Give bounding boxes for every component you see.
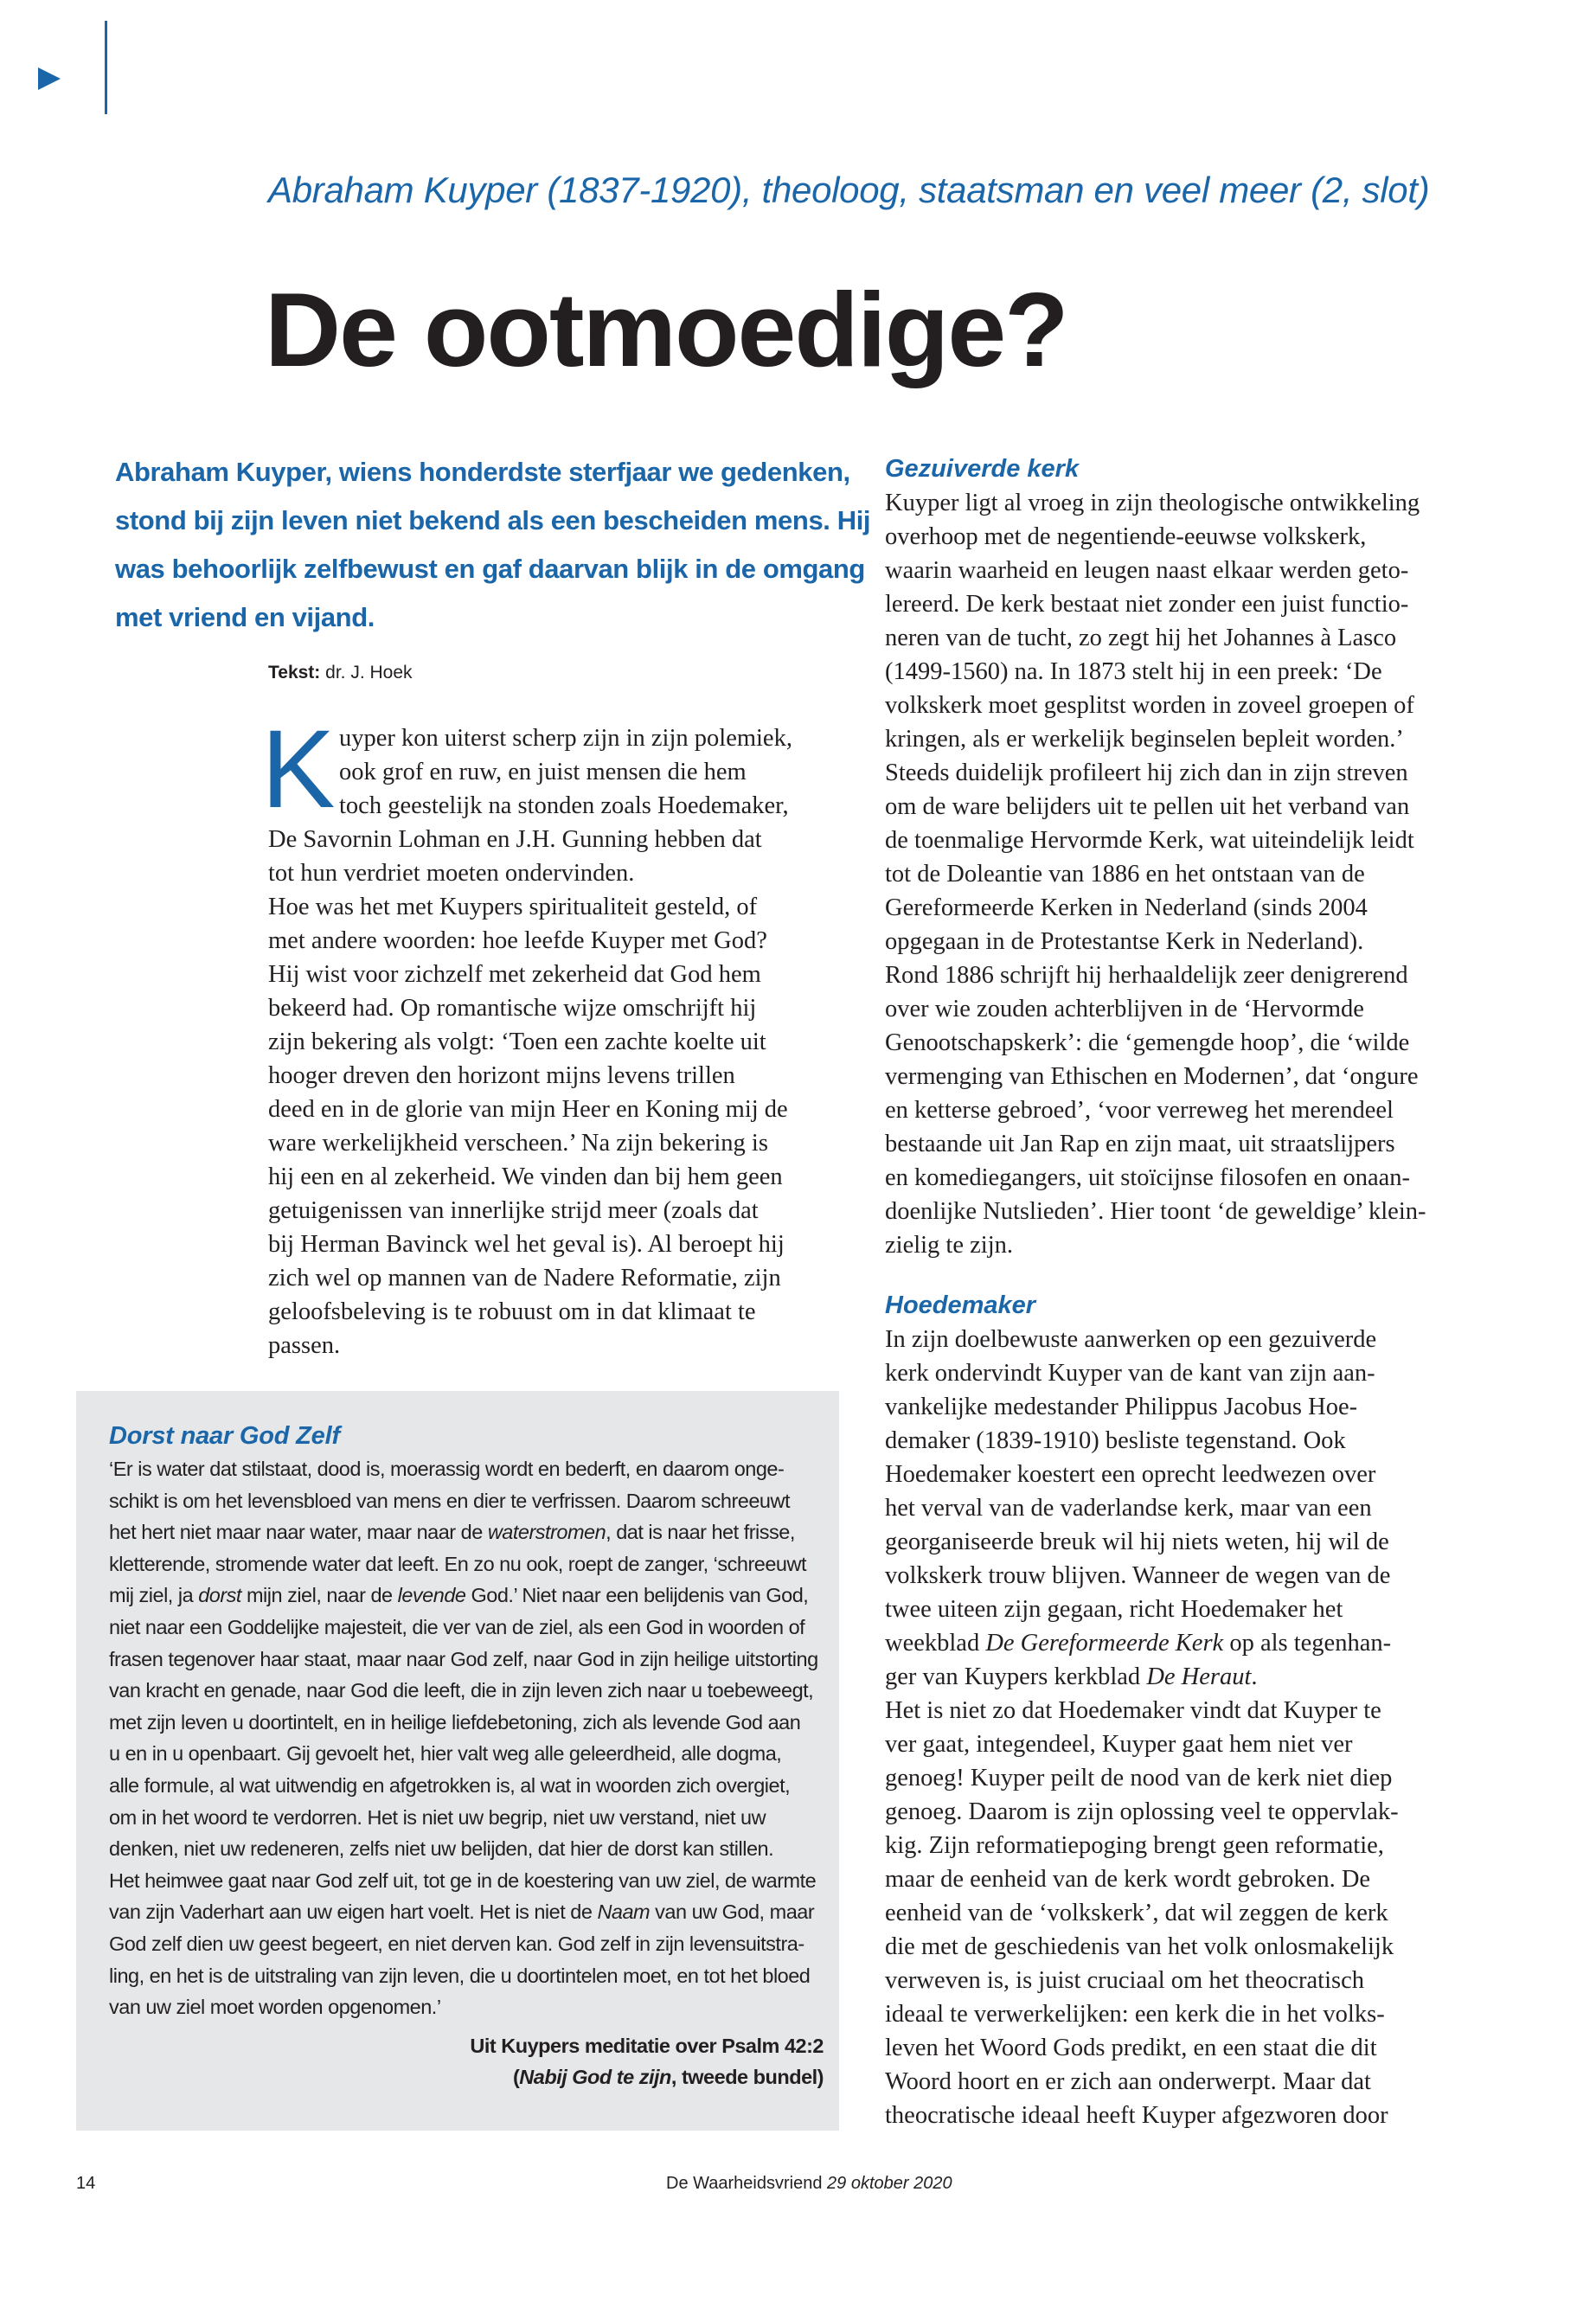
text-line: overhoop met de negentiende-eeuwse volkskerk, <box>885 523 1367 550</box>
text-fragment: het hert niet maar naar water, maar naar de <box>109 1521 488 1544</box>
text-fragment: God.’ Niet naar een belijdenis van God, <box>465 1584 809 1607</box>
emphasis: dorst <box>198 1584 241 1607</box>
quote-line: om in het woord te verdorren. Het is niet uw begrip, niet uw verstand, niet uw <box>109 1805 766 1829</box>
text-line: bekeerd had. Op romantische wijze omschrijft hij <box>268 995 757 1022</box>
text-line: toch geestelijk na stonden zoals Hoedemaker, <box>339 792 789 819</box>
quote-line: God zelf dien uw geest begeert, en niet derven kan. God zelf in zijn levensuitstra- <box>109 1932 804 1955</box>
book-title: Nabij God te zijn <box>519 2066 671 2089</box>
section-heading-gezuiverde-kerk: Gezuiverde kerk <box>885 455 1080 483</box>
text-line: Kuyper ligt al vroeg in zijn theologische ontwikkeling <box>885 490 1420 516</box>
quote-line: van uw ziel moet worden opgenomen.’ <box>109 1996 441 2019</box>
quote-source-detail <box>109 2061 824 2093</box>
section-spacer <box>885 1262 1473 1288</box>
text-line: demaker (1839-1910) besliste tegenstand. Ook <box>885 1427 1346 1454</box>
text-line: neren van de tucht, zo zegt hij het Johannes à Lasco <box>885 625 1397 651</box>
article-intro <box>115 448 876 642</box>
quote-line <box>109 1516 818 1548</box>
text-line: Het is niet zo dat Hoedemaker vindt dat Kuyper te <box>885 1697 1381 1724</box>
text-line: deed en in de glorie van mijn Heer en Koning mij de <box>268 1096 788 1123</box>
page-number: 14 <box>76 2174 96 2193</box>
text-fragment: ( <box>512 2066 520 2089</box>
text-line: over wie zouden achterblijven in de ‘Hervormde <box>885 996 1364 1022</box>
quote-line: Het heimwee gaat naar God zelf uit, tot ge in de koestering van uw ziel, de warmte <box>109 1868 817 1892</box>
text-line: uyper kon uiterst scherp zijn in zijn polemiek, <box>339 725 792 752</box>
text-line: ware werkelijkheid verscheen.’ Na zijn bekering is <box>268 1130 768 1157</box>
text-line: getuigenissen van innerlijke strijd meer (zoals dat <box>268 1197 759 1224</box>
text-line: leven het Woord Gods predikt, en een staat die dit <box>885 2035 1377 2061</box>
intro-line: met vriend en vijand. <box>115 602 375 632</box>
byline-label: Tekst: <box>268 663 321 683</box>
text-line: het verval van de vaderlandse kerk, maar van een <box>885 1495 1372 1522</box>
text-line: genoeg! Kuyper peilt de nood van de kerk niet diep <box>885 1765 1393 1791</box>
text-line: kig. Zijn reformatiepoging brengt geen reformatie, <box>885 1832 1384 1859</box>
emphasis: levende <box>397 1584 466 1607</box>
text-line: hij een en al zekerheid. We vinden dan bij hem geen <box>268 1163 783 1190</box>
text-line: eenheid van de ‘volkskerk’, dat wil zeggen de kerk <box>885 1900 1388 1926</box>
text-line <box>885 1626 1473 1660</box>
text-line: en komediegangers, uit stoïcijnse filosofen en onaan- <box>885 1164 1411 1191</box>
text-line: Hoedemaker koestert een oprecht leedwezen over <box>885 1461 1376 1488</box>
text-line: theocratische ideaal heeft Kuyper afgezworen door <box>885 2102 1388 2129</box>
text-line: doenlijke Nutslieden’. Hier toont ‘de geweldige’ klein- <box>885 1198 1426 1225</box>
text-line: vermenging van Ethischen en Modernen’, dat ‘ongure <box>885 1063 1419 1090</box>
drop-cap: K <box>261 708 336 831</box>
publication-date: 29 oktober 2020 <box>827 2174 952 2193</box>
text-fragment: mij ziel, ja <box>109 1584 199 1607</box>
header-rule <box>105 21 107 114</box>
emphasis: waterstromen <box>487 1521 606 1544</box>
text-fragment: . <box>1251 1663 1258 1690</box>
sidebar-quote-box <box>76 1391 839 2131</box>
text-fragment: mijn ziel, naar de <box>240 1584 398 1607</box>
text-fragment: van uw God, maar <box>650 1900 815 1924</box>
quote-source: Uit Kuypers meditatie over Psalm 42:2 <box>470 2034 824 2057</box>
byline-author: dr. J. Hoek <box>325 663 413 683</box>
text-line: om de ware belijders uit te pellen uit het verband van <box>885 793 1410 820</box>
quote-line: ling, en het is de uitstraling van zijn leven, die u doortintelen moet, en tot het bloed <box>109 1964 811 1987</box>
left-column-text <box>268 721 874 1362</box>
intro-line: was behoorlijk zelfbewust en gaf daarvan blijk in de omgang <box>115 554 865 584</box>
text-line: opgegaan in de Protestantse Kerk in Nederland). <box>885 928 1364 955</box>
text-line: ideaal te verwerkelijken: een kerk die in het volks- <box>885 2001 1385 2028</box>
sidebar-quote-content <box>109 1419 824 2093</box>
publication-title: De Gereformeerde Kerk <box>985 1630 1224 1657</box>
text-line: zich wel op mannen van de Nadere Reformatie, zijn <box>268 1265 781 1292</box>
text-line: Genootschapskerk’: die ‘gemengde hoop’, die ‘wilde <box>885 1029 1410 1056</box>
page-title: De ootmoedige? <box>265 271 1067 388</box>
text-fragment: ger van Kuypers kerkblad <box>885 1663 1147 1690</box>
quote-line: van kracht en genade, naar God die leeft, die in zijn leven zich naar u toebeweegt, <box>109 1679 814 1702</box>
text-line: Gereformeerde Kerken in Nederland (sinds 2004 <box>885 894 1368 921</box>
publication-name: De Waarheidsvriend <box>666 2174 823 2193</box>
text-line: hooger dreven den horizont mijns levens trillen <box>268 1062 735 1089</box>
right-column-text <box>885 452 1473 2132</box>
quote-line: ‘Er is water dat stilstaat, dood is, moerassig wordt en bederft, en daarom onge- <box>109 1458 785 1480</box>
text-line: zijn bekering als volgt: ‘Toen een zachte koelte uit <box>268 1029 766 1055</box>
text-line: Hoe was het met Kuypers spiritualiteit gesteld, of <box>268 894 758 920</box>
text-line: die met de geschiedenis van het volk onlosmakelijk <box>885 1933 1394 1960</box>
text-line: ook grof en ruw, en juist mensen die hem <box>339 759 747 785</box>
text-fragment: weekblad <box>885 1630 986 1657</box>
text-line: volkskerk moet gesplitst worden in zoveel groepen of <box>885 692 1414 719</box>
text-line: kringen, als er werkelijk beginselen bepleit worden.’ <box>885 726 1404 753</box>
text-line: bij Herman Bavinck wel het geval is). Al beroept hij <box>268 1231 785 1258</box>
text-line: de toenmalige Hervormde Kerk, wat uiteindelijk leidt <box>885 827 1414 854</box>
text-line: kerk ondervindt Kuyper van de kant van zijn aan- <box>885 1360 1375 1387</box>
text-line <box>885 1660 1473 1694</box>
sidebar-heading: Dorst naar God Zelf <box>109 1422 340 1450</box>
text-line: georganiseerde breuk wil hij niets weten, hij wil de <box>885 1529 1389 1555</box>
text-line: genoeg. Daarom is zijn oplossing veel te oppervlak- <box>885 1798 1399 1825</box>
text-line: vankelijke medestander Philippus Jacobus Hoe- <box>885 1394 1358 1420</box>
quote-line: u en in u openbaart. Gij gevoelt het, hier valt weg alle geleerdheid, alle dogma, <box>109 1742 782 1766</box>
text-line: waarin waarheid en leugen naast elkaar werden geto- <box>885 557 1409 584</box>
text-line: tot hun verdriet moeten ondervinden. <box>268 860 635 887</box>
quote-line <box>109 1896 818 1928</box>
text-line: lereerd. De kerk bestaat niet zonder een juist functio- <box>885 591 1409 618</box>
text-fragment: , tweede bundel) <box>670 2066 824 2089</box>
text-line: zielig te zijn. <box>885 1232 1013 1259</box>
text-line: passen. <box>268 1332 341 1359</box>
quote-line: alle formule, al wat uitwendig en afgetrokken is, al wat in woorden zich overgiet, <box>109 1773 791 1797</box>
section-heading-hoedemaker: Hoedemaker <box>885 1292 1036 1319</box>
text-line: volkskerk trouw blijven. Wanneer de wegen van de <box>885 1562 1391 1589</box>
quote-line: met zijn leven u doortintelt, en in heilige liefdebetoning, zich als levende God aan <box>109 1710 801 1734</box>
article-kicker: Abraham Kuyper (1837-1920), theoloog, staatsman en veel meer (2, slot) <box>268 170 1430 210</box>
text-line: Woord hoort en er zich aan onderwerpt. Maar dat <box>885 2068 1371 2095</box>
text-line: De Savornin Lohman en J.H. Gunning hebben dat <box>268 826 762 853</box>
text-line: ver gaat, integendeel, Kuyper gaat hem niet ver <box>885 1731 1353 1758</box>
intro-line: Abraham Kuyper, wiens honderdste sterfjaar we gedenken, <box>115 457 850 487</box>
emphasis: Naam <box>597 1900 651 1924</box>
intro-line: stond bij zijn leven niet bekend als een bescheiden mens. Hij <box>115 505 871 535</box>
text-line: verweven is, is juist cruciaal om het theocratisch <box>885 1967 1364 1994</box>
footer-publication <box>666 2174 952 2194</box>
text-line: Steeds duidelijk profileert hij zich dan in zijn streven <box>885 760 1408 786</box>
text-line: en ketterse gebroed’, ‘voor verreweg het merendeel <box>885 1097 1394 1124</box>
text-line: In zijn doelbewuste aanwerken op een gezuiverde <box>885 1326 1377 1353</box>
text-line: Hij wist voor zichzelf met zekerheid dat God hem <box>268 961 761 988</box>
quote-line: niet naar een Goddelijke majesteit, die ver van de ziel, als een God in woorden of <box>109 1615 805 1638</box>
quote-line: denken, niet uw redeneren, zelfs niet uw belijden, dat hier de dorst kan stillen. <box>109 1837 774 1861</box>
text-line: maar de eenheid van de kerk wordt gebroken. De <box>885 1866 1371 1893</box>
text-line: tot de Doleantie van 1886 en het ontstaan van de <box>885 861 1365 888</box>
quote-line: kletterende, stromende water dat leeft. En zo nu ook, roept de zanger, ‘schreeuwt <box>109 1552 806 1575</box>
text-line: met andere woorden: hoe leefde Kuyper met God? <box>268 927 767 954</box>
quote-line: frasen tegenover haar staat, maar naar God zelf, naar God in zijn heilige uitstorting <box>109 1647 818 1670</box>
text-fragment: op als tegenhan- <box>1223 1630 1392 1657</box>
text-fragment: van zijn Vaderhart aan uw eigen hart voelt. Het is niet de <box>109 1900 598 1924</box>
publication-title: De Heraut <box>1146 1663 1252 1690</box>
section-marker-triangle-icon <box>38 67 61 90</box>
quote-line <box>109 1580 818 1612</box>
text-fragment: , dat is naar het frisse, <box>606 1521 795 1544</box>
text-line: (1499-1560) na. In 1873 stelt hij in een preek: ‘De <box>885 658 1382 685</box>
byline <box>268 663 413 683</box>
text-line: Rond 1886 schrijft hij herhaaldelijk zeer denigrerend <box>885 962 1408 989</box>
text-line: geloofsbeleving is te robuust om in dat klimaat te <box>268 1298 756 1325</box>
text-line: bestaande uit Jan Rap en zijn maat, uit straatslijpers <box>885 1131 1395 1157</box>
text-line: twee uiteen zijn gegaan, richt Hoedemaker het <box>885 1596 1343 1623</box>
quote-line: schikt is om het levensbloed van mens en dier te verfrissen. Daarom schreeuwt <box>109 1489 790 1512</box>
